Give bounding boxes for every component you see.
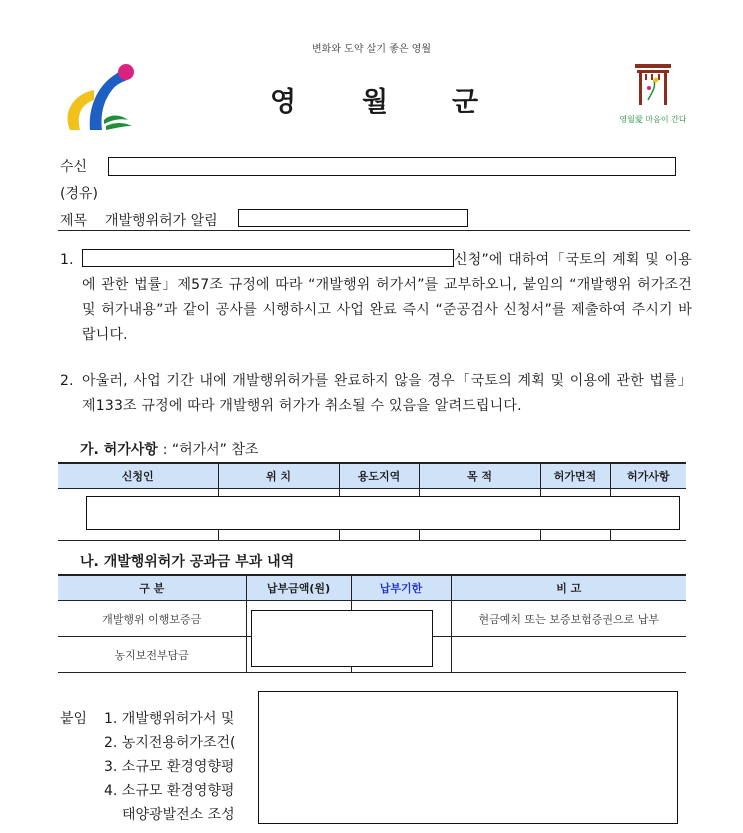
fee-table-header [58,575,686,601]
right-logo [618,58,688,130]
right-logo-text: 영월愛 마음이 간다 [619,115,687,124]
paragraph-2-number: 2. [60,373,74,389]
col-area: 허가면적 [540,463,610,489]
section-na-title: 나. 개발행위허가 공과금 부과 내역 [80,554,295,570]
attachment-item-2: 2. 농지전용허가조건( [104,735,236,751]
org-title-char-1: 영 [270,87,297,118]
col-deadline: 납부기한 [351,575,451,601]
col-permit-items: 허가사항 [610,463,686,489]
paragraph-1 [60,248,692,348]
gate-icon [618,58,688,108]
paragraph-1-number: 1. [60,252,74,268]
paragraph-2-text: 아울러, 사업 기간 내에 개발행위허가를 완료하지 않을 경우「국토의 계획 및 이용에 관한 법률」제133조 규정에 따라 개발행위 허가가 취소될 수 있음을 알려드립니다. [82,373,692,414]
col-amount: 납부금액(원) [246,575,351,601]
fee-row-label: 개발행위 이행보증금 [58,601,246,637]
attachments-redacted [258,691,678,824]
fee-amount-redacted [251,610,433,667]
col-category: 구 분 [58,575,246,601]
attachment-item-1: 1. 개발행위허가서 및 [104,711,235,727]
subject-redacted [238,209,468,227]
paragraph-1-text: 신청”에 대하여「국토의 계획 및 이용에 관한 법률」제57조 규정에 따라 “개발행위 허가서”를 교부하오니, 붙임의 “개발행위 허가조건 및 허가내용”과 같이 공사를 시행하시고 사업 완료 즉시 “준공검사 신청서”를 제출하여 주시기 바랍니다. [82,252,692,343]
attachment-item-3: 3. 소규모 환경영향평 [104,759,235,775]
applicant-redacted [82,249,454,267]
attachment-item-4-cont: 태양광발전소 조성 [122,807,235,823]
subject-text: 개발행위허가 알림 [105,213,218,229]
fee-row-remark [451,637,686,673]
col-zone: 용도지역 [339,463,419,489]
org-title-char-2: 월 [362,87,389,118]
col-location: 위 치 [218,463,339,489]
col-applicant: 신청인 [58,463,218,489]
section-ga-title: 가. 허가사항 [80,442,158,458]
yeongwol-emblem-icon [60,60,140,135]
recipient-label: 수신 [60,159,88,175]
fee-row-remark: 현금예치 또는 보증보험증권으로 납부 [451,601,686,637]
permit-table-header [58,463,686,489]
attachment-label: 붙임 [60,711,88,727]
org-title-char-3: 군 [452,87,479,118]
attachment-item-4: 4. 소규모 환경영향평 [104,783,235,799]
header-divider [58,230,690,231]
recipient-redacted [108,157,676,176]
fee-row-label: 농지보전부담금 [58,637,246,673]
via-label: (경유) [60,186,98,202]
subject-label: 제목 [60,213,88,229]
paragraph-2 [60,369,692,421]
col-purpose: 목 적 [419,463,540,489]
section-ga-note: : “허가서” 참조 [162,442,259,458]
permit-row-redacted [86,496,680,530]
col-remark: 비 고 [451,575,686,601]
slogan: 변화와 도약 살기 좋은 영월 [312,44,431,55]
section-ga-heading [80,439,258,459]
